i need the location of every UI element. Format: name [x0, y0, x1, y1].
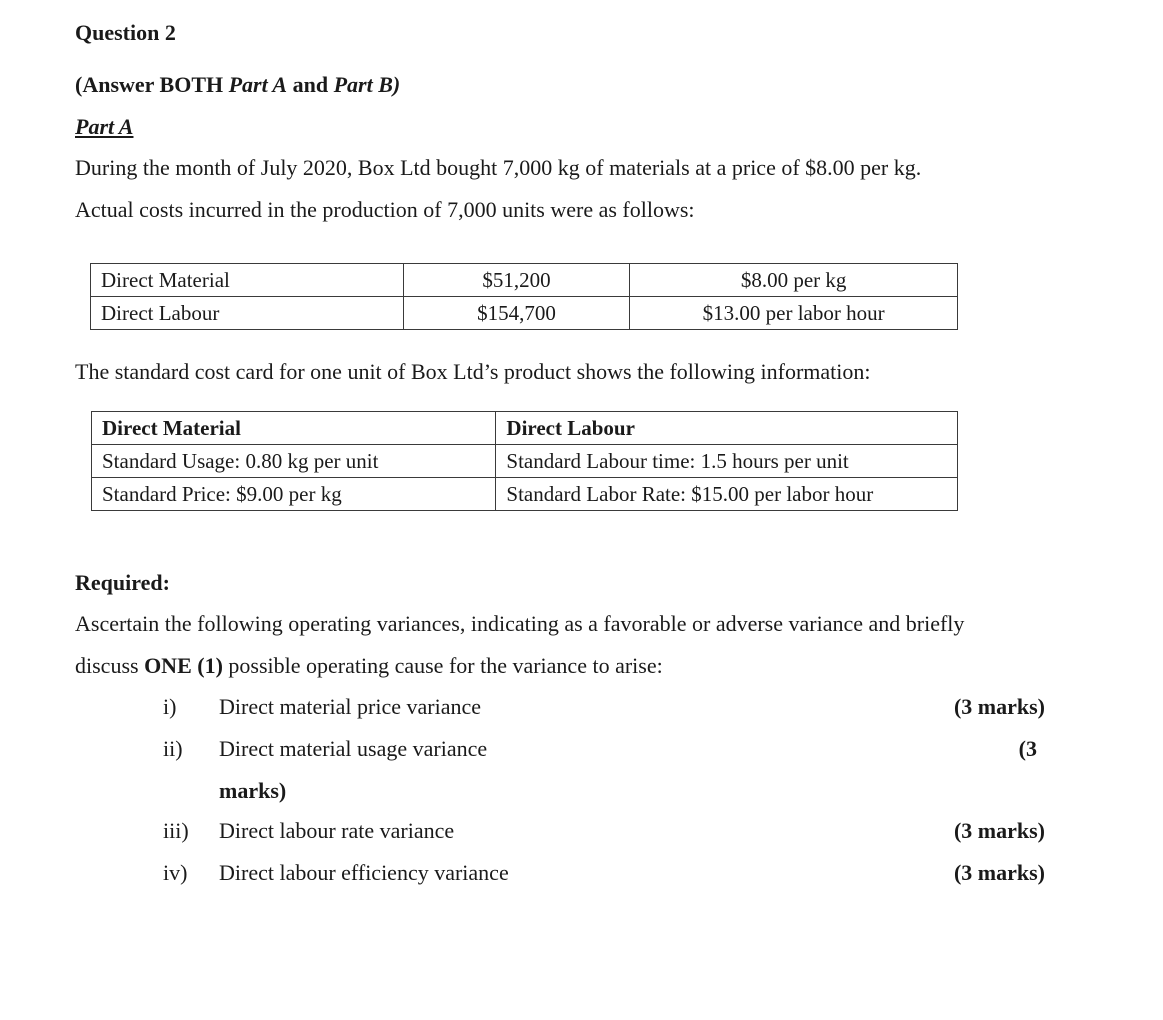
- required-line-2: [75, 653, 663, 679]
- standard-header-cell: Direct Material: [92, 412, 496, 445]
- actual-amount-cell: $51,200: [403, 264, 630, 297]
- actual-rate-cell: $13.00 per labor hour: [630, 297, 958, 330]
- standard-intro: The standard cost card for one unit of Box Ltd’s product shows the following information:: [75, 359, 871, 384]
- table-row: [91, 297, 958, 330]
- item-marks: (3 marks): [953, 860, 1045, 885]
- item-text: Direct labour rate variance: [219, 818, 455, 843]
- standard-header-cell: Direct Labour: [496, 412, 958, 445]
- item-number: iii): [163, 818, 189, 843]
- part-a-heading: Part A: [75, 114, 134, 139]
- table-row: [92, 478, 958, 511]
- intro-line-2: Actual costs incurred in the production of 7,000 units were as follows:: [75, 197, 695, 222]
- item-marks: (3 marks): [953, 818, 1045, 843]
- required-line-2-bold: ONE (1): [144, 653, 223, 678]
- instruction-part-b: Part B): [333, 72, 401, 97]
- actual-item-cell: Direct Labour: [91, 297, 404, 330]
- standard-cell: Standard Labour time: 1.5 hours per unit: [496, 445, 958, 478]
- intro-line-1: During the month of July 2020, Box Ltd bought 7,000 kg of materials at a price of $8.00 per kg.: [75, 155, 922, 180]
- required-line-2-end: possible operating cause for the variance to arise:: [222, 653, 663, 678]
- actual-costs-table: [90, 263, 958, 330]
- instruction-part-a: Part A: [228, 72, 288, 97]
- item-marks: (3: [1018, 736, 1037, 761]
- item-number: ii): [163, 736, 183, 761]
- standard-cell: Standard Labor Rate: $15.00 per labor hour: [496, 478, 958, 511]
- required-line-2-start: discuss: [75, 653, 145, 678]
- instruction-open: (Answer BOTH: [75, 72, 229, 97]
- instruction-and: and: [287, 72, 334, 97]
- actual-rate-cell: $8.00 per kg: [630, 264, 958, 297]
- actual-item-cell: Direct Material: [91, 264, 404, 297]
- item-marks: (3 marks): [953, 694, 1045, 719]
- table-row: [91, 264, 958, 297]
- item-text: Direct material price variance: [219, 694, 482, 719]
- item-marks-wrap: marks): [219, 778, 287, 803]
- required-heading: Required:: [75, 570, 170, 595]
- item-text: Direct labour efficiency variance: [219, 860, 509, 885]
- item-number: iv): [163, 860, 188, 885]
- item-number: i): [163, 694, 177, 719]
- item-text: Direct material usage variance: [219, 736, 488, 761]
- actual-amount-cell: $154,700: [403, 297, 630, 330]
- standard-cell: Standard Price: $9.00 per kg: [92, 478, 496, 511]
- standard-cell: Standard Usage: 0.80 kg per unit: [92, 445, 496, 478]
- standard-cost-card-table: [91, 411, 958, 511]
- table-row: [92, 445, 958, 478]
- instruction-line: [75, 72, 400, 98]
- required-line-1: Ascertain the following operating variances, indicating as a favorable or adverse variance and briefly: [75, 611, 965, 636]
- table-header-row: [92, 412, 958, 445]
- question-title: Question 2: [75, 20, 176, 45]
